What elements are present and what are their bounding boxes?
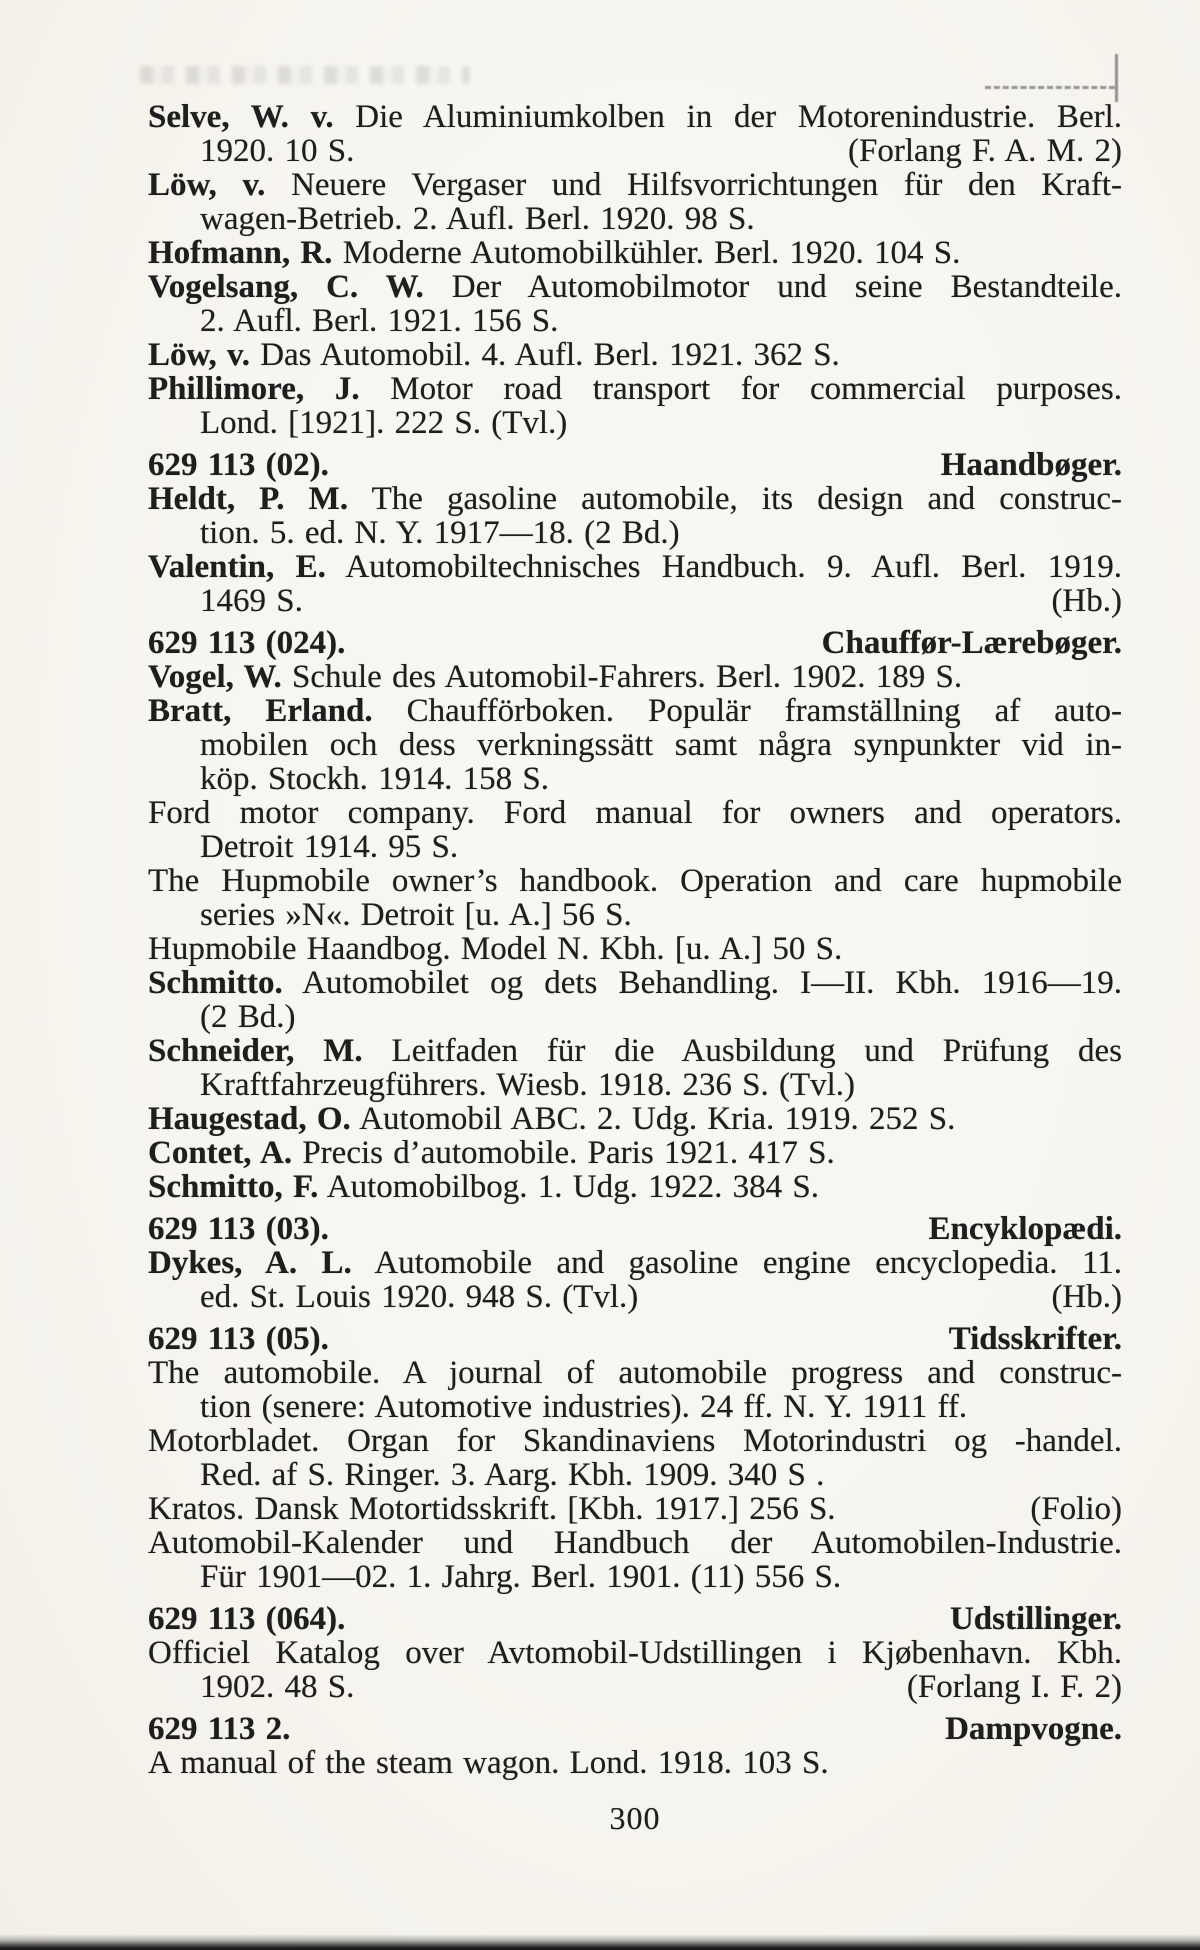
entry-line: Löw, v. Neuere Vergaser und Hilfsvorrichtungen für den Kraft- xyxy=(148,167,1123,203)
entry-line: Hofmann, R. Moderne Automobilkühler. Berl. 1920. 104 S. xyxy=(148,235,961,271)
author-name: Vogelsang, C. W. xyxy=(148,269,424,305)
entry-line: Red. af S. Ringer. 3. Aarg. Kbh. 1909. 340 S . xyxy=(200,1457,825,1493)
entry-line: Ford motor company. Ford manual for owners and operators. xyxy=(148,795,1122,831)
classification-number: 629 113 (024). xyxy=(148,625,346,661)
entry-line: köp. Stockh. 1914. 158 S. xyxy=(200,761,550,797)
entry-line: tion. 5. ed. N. Y. 1917—18. (2 Bd.) xyxy=(200,515,680,551)
entry-line: ed. St. Louis 1920. 948 S. (Tvl.) (Hb.) xyxy=(200,1279,1122,1315)
entry-line: Lond. [1921]. 222 S. (Tvl.) xyxy=(200,405,568,441)
entry-line: wagen-Betrieb. 2. Aufl. Berl. 1920. 98 S. xyxy=(200,201,755,237)
entry-line: series »N«. Detroit [u. A.] 56 S. xyxy=(200,897,632,933)
entry-line: Für 1901—02. 1. Jahrg. Berl. 1901. (11) 556 S. xyxy=(200,1559,842,1595)
entry-line: tion (senere: Automotive industries). 24 ff. N. Y. 1911 ff. xyxy=(200,1389,968,1425)
section-heading-line xyxy=(148,626,1122,660)
author-name: Valentin, E. xyxy=(148,549,326,585)
author-name: Bratt, Erland. xyxy=(148,693,373,729)
entry-line: A manual of the steam wagon. Lond. 1918. 103 S. xyxy=(148,1745,829,1781)
scan-smudge-mark xyxy=(140,66,470,84)
entry-line: Kraftfahrzeugführers. Wiesb. 1918. 236 S. (Tvl.) xyxy=(200,1067,856,1103)
author-name: Heldt, P. M. xyxy=(148,481,349,517)
entry-line: Motorbladet. Organ for Skandinaviens Motorindustri og -handel. xyxy=(148,1423,1122,1459)
author-name: Contet, A. xyxy=(148,1135,293,1171)
shelf-note: (Forlang I. F. 2) xyxy=(906,1669,1122,1705)
section-heading-line xyxy=(148,448,1122,482)
entry-line: 1469 S. (Hb.) xyxy=(200,583,1122,619)
entry-line: Dykes, A. L. Automobile and gasoline engine encyclopedia. 11. xyxy=(148,1245,1122,1281)
entry-line: Haugestad, O. Automobil ABC. 2. Udg. Kria. 1919. 252 S. xyxy=(148,1101,956,1137)
entry-line: Heldt, P. M. The gasoline automobile, its design and construc- xyxy=(148,481,1122,517)
entry-line: Valentin, E. Automobiltechnisches Handbuch. 9. Aufl. Berl. 1919. xyxy=(148,549,1122,585)
section-label: Haandbøger. xyxy=(940,447,1122,483)
entry-line: Selve, W. v. Die Aluminiumkolben in der Motorenindustrie. Berl. xyxy=(148,99,1122,135)
author-name: Vogel, W. xyxy=(148,659,282,695)
section-heading-line xyxy=(148,1602,1122,1636)
entry-line: (2 Bd.) xyxy=(200,999,296,1035)
author-name: Dykes, A. L. xyxy=(148,1245,352,1281)
entry-line: Kratos. Dansk Motortidsskrift. [Kbh. 1917.] 256 S. (Folio) xyxy=(148,1491,1122,1527)
entry-line: Hupmobile Haandbog. Model N. Kbh. [u. A.] 50 S. xyxy=(148,931,843,967)
classification-number: 629 113 (03). xyxy=(148,1211,329,1247)
author-name: Löw, v. xyxy=(148,337,250,373)
author-name: Hofmann, R. xyxy=(148,235,333,271)
entry-line: Bratt, Erland. Chaufförboken. Populär framställning af auto- xyxy=(148,693,1123,729)
entry-line: Schneider, M. Leitfaden für die Ausbildung und Prüfung des xyxy=(148,1033,1122,1069)
entry-line: mobilen och dess verkningssätt samt några synpunkter vid in- xyxy=(200,727,1122,763)
author-name: Löw, v. xyxy=(148,167,266,203)
entry-line: Vogel, W. Schule des Automobil-Fahrers. Berl. 1902. 189 S. xyxy=(148,659,963,695)
entry-line: Löw, v. Das Automobil. 4. Aufl. Berl. 1921. 362 S. xyxy=(148,337,840,373)
entry-line: Schmitto. Automobilet og dets Behandling. I—II. Kbh. 1916—19. xyxy=(148,965,1122,1001)
section-label: Tidsskrifter. xyxy=(948,1321,1122,1357)
shelf-note: (Hb.) xyxy=(1051,583,1122,619)
classification-number: 629 113 (02). xyxy=(148,447,329,483)
author-name: Phillimore, J. xyxy=(148,371,360,407)
section-label: Dampvogne. xyxy=(945,1711,1122,1747)
section-label: Udstillinger. xyxy=(949,1601,1122,1637)
entry-line: Contet, A. Precis d’automobile. Paris 1921. 417 S. xyxy=(148,1135,835,1171)
entry-line: 1902. 48 S. (Forlang I. F. 2) xyxy=(200,1669,1122,1705)
entry-line: Vogelsang, C. W. Der Automobilmotor und seine Bestandteile. xyxy=(148,269,1122,305)
classification-number: 629 113 (064). xyxy=(148,1601,346,1637)
scan-page-edge-line xyxy=(1115,54,1118,102)
classification-number: 629 113 (05). xyxy=(148,1321,329,1357)
entry-line: Phillimore, J. Motor road transport for commercial purposes. xyxy=(148,371,1122,407)
author-name: Haugestad, O. xyxy=(148,1101,351,1137)
entry-line: 1920. 10 S. (Forlang F. A. M. 2) xyxy=(200,133,1122,169)
author-name: Schneider, M. xyxy=(148,1033,363,1069)
shelf-note: (Hb.) xyxy=(1051,1279,1122,1315)
bibliography-text-block xyxy=(148,100,1122,1780)
entry-line: Automobil-Kalender und Handbuch der Automobilen-Industrie. xyxy=(148,1525,1122,1561)
shelf-note: (Forlang F. A. M. 2) xyxy=(848,133,1122,169)
section-heading-line xyxy=(148,1322,1122,1356)
entry-line: Officiel Katalog over Avtomobil-Udstillingen i Kjøbenhavn. Kbh. xyxy=(148,1635,1122,1671)
section-heading-line xyxy=(148,1212,1122,1246)
section-heading-line xyxy=(148,1712,1122,1746)
entry-line: 2. Aufl. Berl. 1921. 156 S. xyxy=(200,303,559,339)
entry-line: Schmitto, F. Automobilbog. 1. Udg. 1922. 384 S. xyxy=(148,1169,819,1205)
page-number: 300 xyxy=(609,1800,661,1836)
classification-number: 629 113 2. xyxy=(148,1711,291,1747)
section-label: Encyklopædi. xyxy=(928,1211,1122,1247)
section-label: Chauffør-Lærebøger. xyxy=(821,625,1122,661)
shelf-note: (Folio) xyxy=(1030,1491,1122,1527)
entry-line: The Hupmobile owner’s handbook. Operation and care hupmobile xyxy=(148,863,1122,899)
scan-edge-shadow xyxy=(0,1934,1200,1950)
entry-line: Detroit 1914. 95 S. xyxy=(200,829,459,865)
author-name: Schmitto. xyxy=(148,965,283,1001)
entry-line: The automobile. A journal of automobile progress and construc- xyxy=(148,1355,1122,1391)
scan-dash-mark xyxy=(985,86,1115,89)
author-name: Selve, W. v. xyxy=(148,99,334,135)
author-name: Schmitto, F. xyxy=(148,1169,319,1205)
